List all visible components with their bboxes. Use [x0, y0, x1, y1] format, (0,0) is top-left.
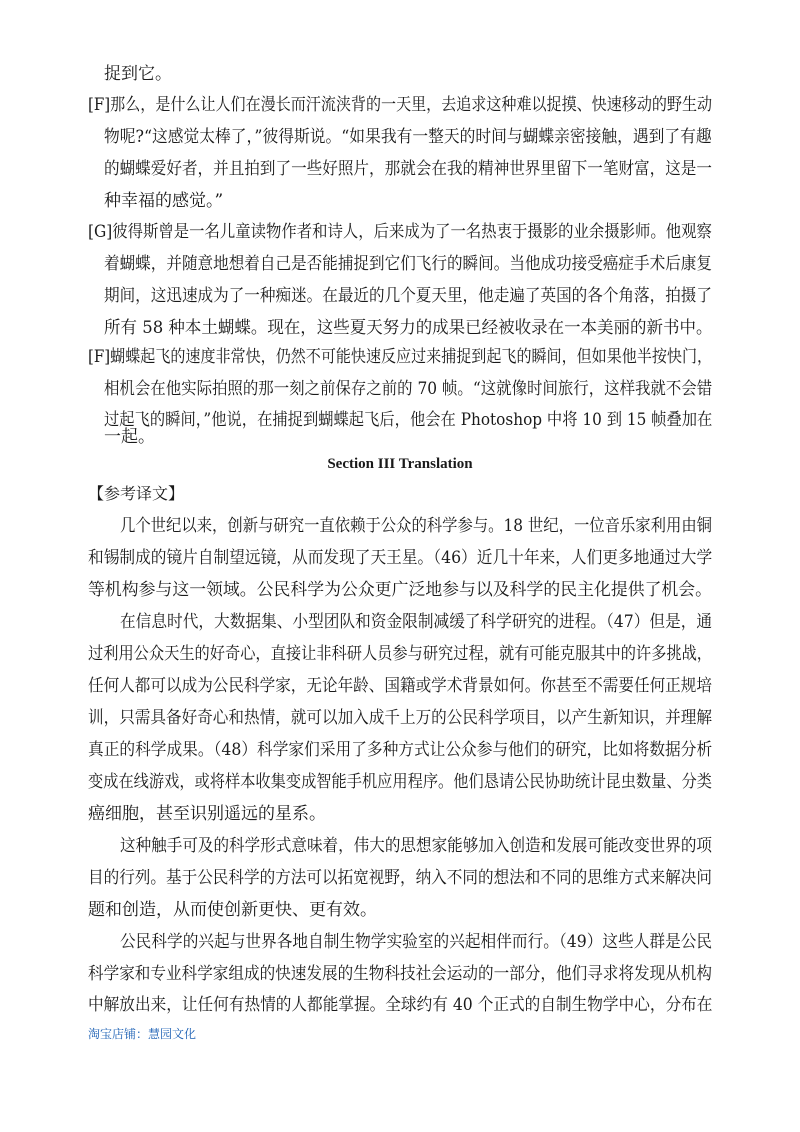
text-line: 和锡制成的镜片自制望远镜，从而发现了天王星。（46）近几十年来，人们更多地通过大学 [88, 548, 713, 568]
reference-translation-label: 【参考译文】 [88, 484, 185, 503]
section-title: Section III Translation [327, 456, 473, 472]
text-line: 种幸福的感觉。” [104, 191, 224, 211]
text-line: 目的行列。基于公民科学的方法可以拓宽视野，纳入不同的想法和不同的思维方式来解决问 [88, 868, 712, 888]
text-line: 的蝴蝶爱好者，并且拍到了一些好照片，那就会在我的精神世界里留下一笔财富，这是一 [104, 159, 712, 179]
text-line: 题和创造，从而使创新更快、更有效。 [88, 900, 377, 920]
footer-shop-label: 淘宝店铺：慧园文化 [88, 1027, 197, 1041]
continuation-line: 捉到它。 [104, 64, 172, 84]
text-line: 中解放出来，让任何有热情的人都能掌握。全球约有 40 个正式的自制生物学中心，分布在 [88, 995, 713, 1015]
text-line: 过起飞的瞬间，”他说，在捕捉到蝴蝶起飞后，他会在 Photoshop 中将 10 到 15 帧叠加在 [104, 410, 713, 430]
text-line: 几个世纪以来，创新与研究一直依赖于公众的科学参与。18 世纪，一位音乐家利用由铜 [120, 516, 713, 536]
text-line: 一起。 [104, 427, 155, 447]
text-line: 等机构参与这一领域。公民科学为公众更广泛地参与以及科学的民主化提供了机会。 [88, 580, 713, 600]
text-line: 所有 58 种本土蝴蝶。现在，这些夏天努力的成果已经被收录在一本美丽的新书中。 [104, 318, 713, 338]
text-line: 在信息时代，大数据集、小型团队和资金限制减缓了科学研究的进程。（47）但是，通 [120, 612, 713, 632]
text-line: 癌细胞，甚至识别遥远的星系。 [88, 804, 326, 824]
text-line: 训，只需具备好奇心和热情，就可以加入成千上万的公民科学项目，以产生新知识，并理解 [88, 708, 712, 728]
text-line: [F]蝴蝶起飞的速度非常快，仍然不可能快速反应过来捕捉到起飞的瞬间，但如果他半按快门， [88, 347, 713, 367]
text-line: 物呢?“这感觉太棒了，”彼得斯说。“如果我有一整天的时间与蝴蝶亲密接触，遇到了有趣 [104, 127, 712, 147]
text-line: 过利用公众天生的好奇心，直接让非科研人员参与研究过程，就有可能克服其中的许多挑战， [88, 644, 713, 664]
text-line: 科学家和专业科学家组成的快速发展的生物科技社会运动的一部分，他们寻求将发现从机构 [88, 964, 712, 984]
text-line: 变成在线游戏，或将样本收集变成智能手机应用程序。他们恳请公民协助统计昆虫数量、分类 [88, 772, 713, 792]
text-line: 这种触手可及的科学形式意味着，伟大的思想家能够加入创造和发展可能改变世界的项 [120, 836, 712, 856]
text-line: 着蝴蝶，并随意地想着自己是否能捕捉到它们飞行的瞬间。当他成功接受癌症手术后康复 [104, 254, 712, 274]
text-line: [G]彼得斯曾是一名儿童读物作者和诗人，后来成为了一名热衷于摄影的业余摄影师。他观察 [88, 222, 712, 242]
text-line: 公民科学的兴起与世界各地自制生物学实验室的兴起相伴而行。（49）这些人群是公民 [120, 932, 713, 952]
text-line: 真正的科学成果。（48）科学家们采用了多种方式让公众参与他们的研究，比如将数据分析 [88, 740, 713, 760]
text-line: 相机会在他实际拍照的那一刻之前保存之前的 70 帧。“这就像时间旅行，这样我就不会错 [104, 379, 713, 399]
text-line: 期间，这迅速成为了一种痴迷。在最近的几个夏天里，他走遍了英国的各个角落，拍摄了 [104, 286, 712, 306]
text-line: 任何人都可以成为公民科学家，无论年龄、国籍或学术背景如何。你甚至不需要任何正规培 [88, 676, 712, 696]
text-line: [F]那么，是什么让人们在漫长而汗流浃背的一天里，去追求这种难以捉摸、快速移动的野生动 [88, 95, 713, 115]
